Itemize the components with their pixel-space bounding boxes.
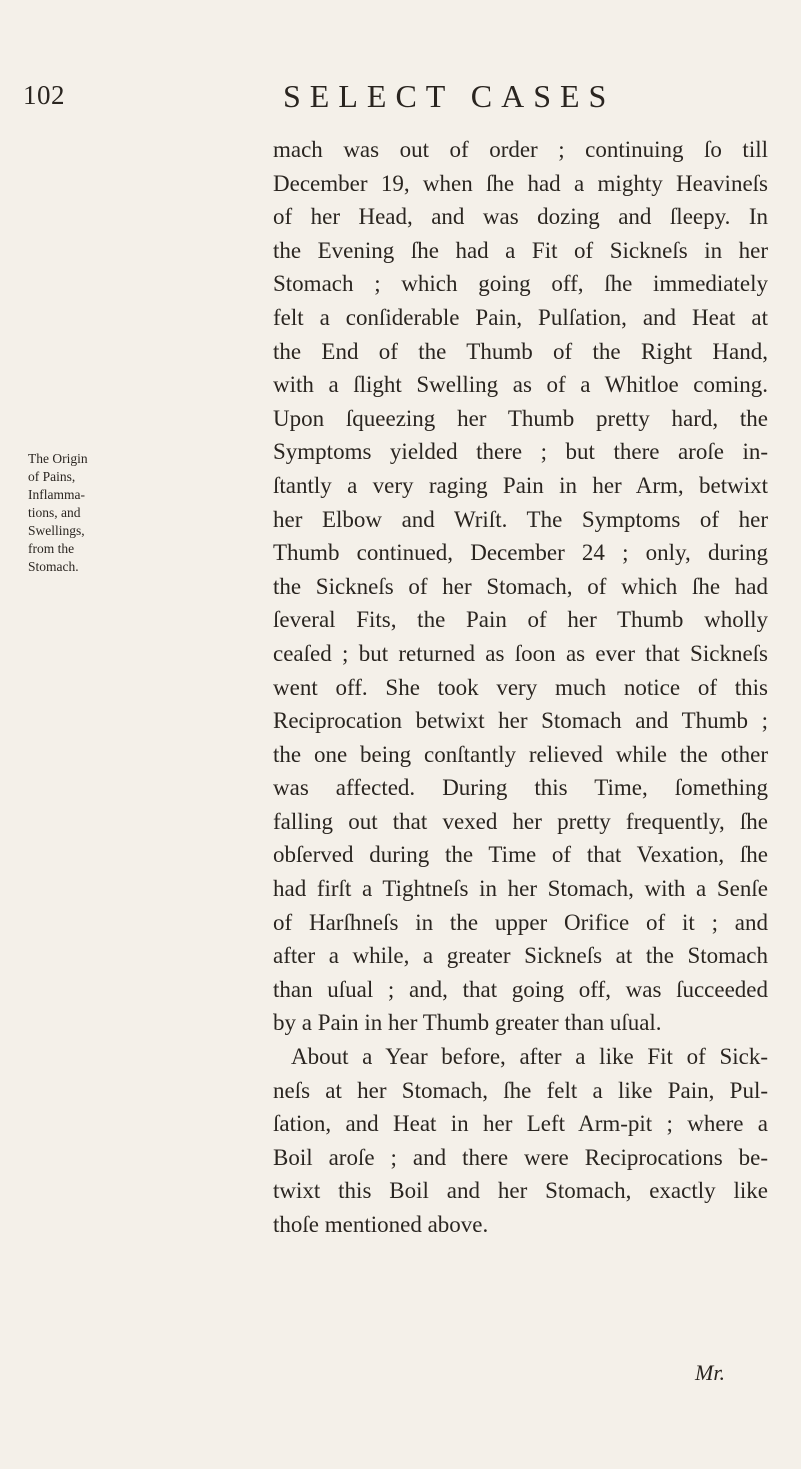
text-line: Symptoms yielded there ; but there aroſe in- (273, 439, 768, 465)
text-line: the Evening ſhe had a Fit of Sickneſs in her (273, 237, 768, 263)
margin-note-line: Swellings, (28, 523, 85, 538)
text-line: ſation, and Heat in her Left Arm-pit ; where a (273, 1111, 768, 1137)
text-line: with a ſlight Swelling as of a Whitloe coming. (273, 372, 768, 398)
margin-note-line: Stomach. (28, 559, 79, 574)
text-line: after a while, a greater Sickneſs at the Stomach (273, 943, 768, 969)
text-line: December 19, when ſhe had a mighty Heavineſs (273, 170, 768, 196)
text-line: mach was out of order ; continuing ſo till (273, 137, 768, 162)
margin-note-line: tions, and (28, 505, 81, 520)
text-line: Upon ſqueezing her Thumb pretty hard, the (273, 405, 768, 431)
text-line: ſtantly a very raging Pain in her Arm, betwixt (273, 472, 768, 498)
text-line: ceaſed ; but returned as ſoon as ever that Sickneſs (273, 640, 768, 666)
text-line: thoſe mentioned above. (273, 1212, 489, 1237)
text-line: falling out that vexed her pretty frequently, ſhe (273, 808, 768, 834)
text-line: Reciprocation betwixt her Stomach and Thumb ; (273, 708, 768, 734)
margin-note-line: from the (28, 541, 75, 556)
margin-note-line: The Origin (28, 451, 88, 466)
text-line: Stomach ; which going off, ſhe immediately (273, 271, 768, 297)
text-line: was affected. During this Time, ſomething (273, 775, 768, 801)
margin-note (28, 450, 104, 576)
text-line: the one being conſtantly relieved while the other (273, 741, 768, 767)
text-line: by a Pain in her Thumb greater than uſual. (273, 1010, 662, 1036)
margin-note-line: of Pains, (28, 469, 76, 484)
text-line: twixt this Boil and her Stomach, exactly like (273, 1178, 768, 1204)
text-line: her Elbow and Wriſt. The Symptoms of her (273, 506, 768, 532)
page-number: 102 (23, 80, 65, 110)
text-line: ſeveral Fits, the Pain of her Thumb wholly (273, 607, 768, 633)
text-line: of her Head, and was dozing and ſleepy. In (273, 204, 768, 230)
text-line: Boil aroſe ; and there were Reciprocations be- (273, 1144, 768, 1170)
text-line: neſs at her Stomach, ſhe felt a like Pain, Pul- (273, 1077, 768, 1103)
text-line: the End of the Thumb of the Right Hand, (273, 338, 768, 364)
text-line: Thumb continued, December 24 ; only, during (273, 540, 768, 566)
margin-note-line: Inflamma- (28, 487, 85, 502)
text-line: than uſual ; and, that going off, was ſucceeded (273, 976, 768, 1002)
text-line: obſerved during the Time of that Vexation, ſhe (273, 842, 768, 868)
text-line: went off. She took very much notice of this (273, 674, 768, 700)
catchword: Mr. (695, 1360, 725, 1385)
body-text (273, 133, 768, 1242)
text-line: had firſt a Tightneſs in her Stomach, with a Senſe (273, 876, 768, 902)
text-line: the Sickneſs of her Stomach, of which ſhe had (273, 573, 768, 599)
text-line: About a Year before, after a like Fit of Sick- (291, 1044, 768, 1070)
text-line: of Harſhneſs in the upper Orifice of it ; and (273, 909, 768, 935)
running-head: SELECT CASES (283, 78, 616, 114)
text-line: felt a conſiderable Pain, Pulſation, and Heat at (273, 304, 768, 330)
